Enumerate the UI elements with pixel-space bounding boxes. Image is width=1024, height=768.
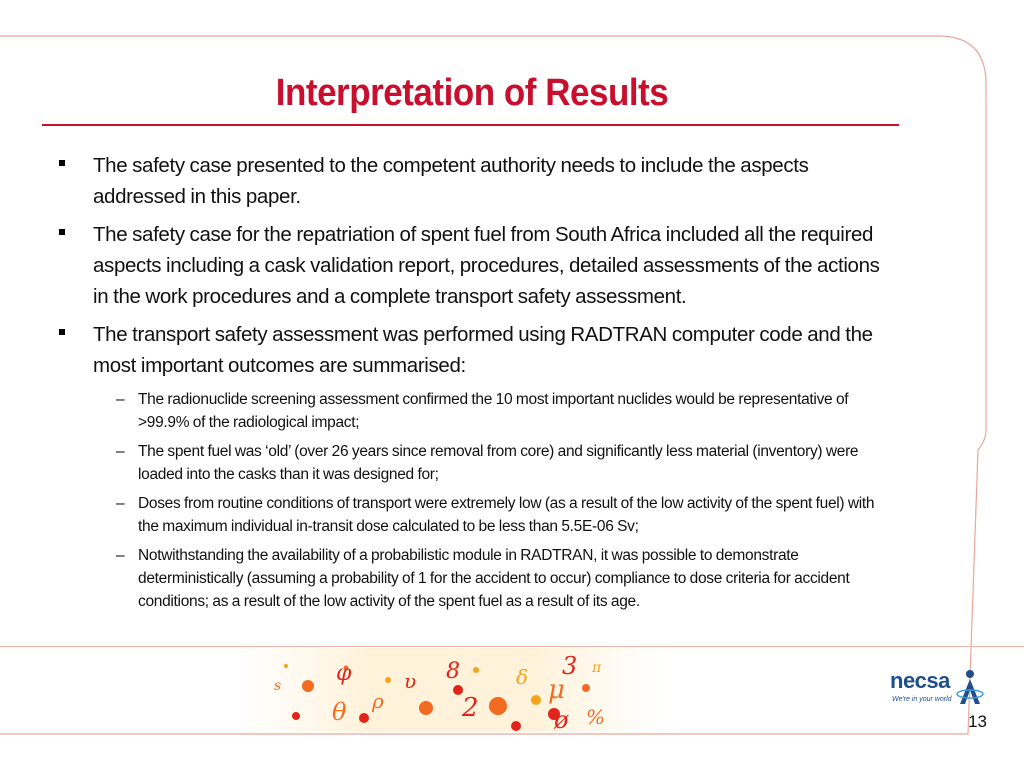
- necsa-logo: [888, 668, 988, 712]
- slide-title: Interpretation of Results: [275, 72, 669, 114]
- sub-bullet-item: [56, 544, 886, 613]
- square-bullet-icon: [59, 229, 65, 235]
- decor-symbol: δ: [516, 665, 529, 689]
- decor-symbol: %: [586, 705, 606, 729]
- bullet-text: The transport safety assessment was performed using RADTRAN computer code and the most important outcomes are summarised:: [93, 323, 873, 377]
- slide-body: [56, 150, 886, 619]
- decor-symbol: υ: [404, 669, 417, 693]
- logo-atom-icon: [956, 668, 984, 708]
- square-bullet-icon: [59, 329, 65, 335]
- bullet-item: [56, 319, 886, 381]
- dash-bullet-icon: –: [116, 391, 125, 408]
- decor-symbol: 3: [562, 652, 578, 680]
- sub-bullet-text: The spent fuel was ‘old’ (over 26 years since removal from core) and significantly less material (inventory) were loaded into the casks than it was designed for;: [138, 443, 859, 483]
- decor-symbol: θ: [332, 698, 347, 726]
- page-number: 13: [968, 712, 987, 731]
- footer-divider: [0, 646, 1024, 647]
- sub-bullet-item: [56, 492, 886, 538]
- decor-symbol: 8: [446, 659, 460, 684]
- dash-bullet-icon: –: [116, 495, 125, 512]
- sub-bullet-item: [56, 440, 886, 486]
- dash-bullet-icon: –: [116, 443, 125, 460]
- decor-symbol: s: [274, 678, 282, 694]
- decor-symbol: φ: [336, 661, 352, 686]
- decor-symbol: ρ: [372, 689, 384, 713]
- decorative-symbol-band: [236, 648, 666, 732]
- bullet-item: [56, 150, 886, 212]
- logo-tagline: We're in your world: [892, 696, 952, 703]
- sub-bullet-item: [56, 388, 886, 434]
- bullet-item: [56, 219, 886, 312]
- logo-wordmark: necsa: [890, 668, 950, 693]
- dash-bullet-icon: –: [116, 547, 125, 564]
- sub-bullet-text: The radionuclide screening assessment confirmed the 10 most important nuclides would be representative of >99.9% of the radiological impact;: [138, 391, 849, 431]
- bullet-text: The safety case for the repatriation of spent fuel from South Africa included all the required aspects including a cask validation report, procedures, detailed assessments of the actions in the work procedures and a complete transport safety assessment.: [93, 223, 880, 308]
- square-bullet-icon: [59, 160, 65, 166]
- decor-symbol: ø: [554, 706, 569, 732]
- decor-symbol: 2: [462, 693, 479, 723]
- decor-symbol: π: [592, 660, 602, 676]
- sub-bullet-text: Notwithstanding the availability of a probabilistic module in RADTRAN, it was possible to demonstrate deterministically (assuming a probability of 1 for the accident to occur) compliance to dose criteria for accident conditions; as a result of the low activity of the spent fuel as a result of its age.: [138, 547, 850, 610]
- sub-bullet-text: Doses from routine conditions of transport were extremely low (as a result of the low activity of the spent fuel) with the maximum individual in-transit dose calculated to be less than 5.5E-06 Sv;: [138, 495, 875, 535]
- bullet-text: The safety case presented to the competent authority needs to include the aspects addressed in this paper.: [93, 154, 809, 208]
- title-underline: [42, 124, 899, 126]
- decor-symbol: μ: [548, 675, 565, 705]
